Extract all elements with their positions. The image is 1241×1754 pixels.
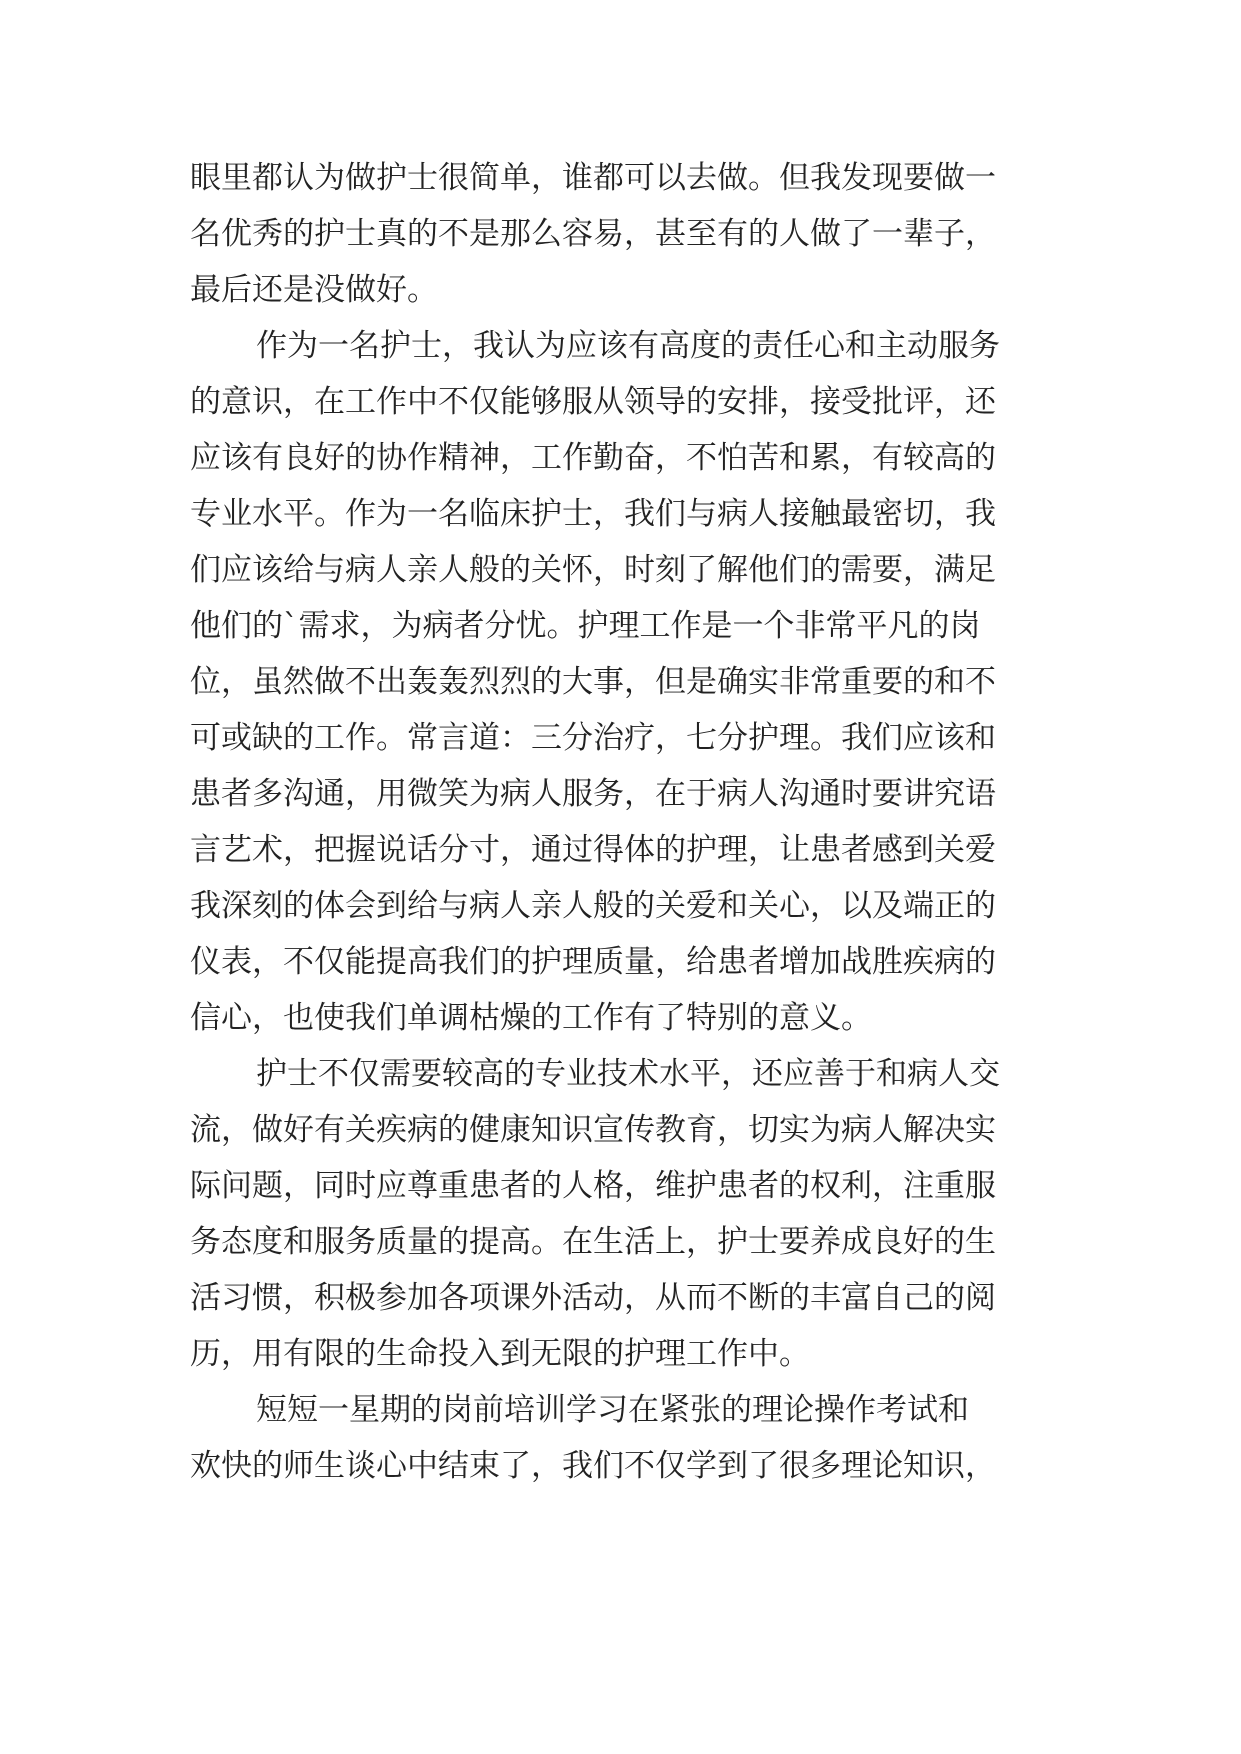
text-line: 历，用有限的生命投入到无限的护理工作中。: [190, 1336, 810, 1372]
text-line: 专业水平。作为一名临床护士，我们与病人接触最密切，我: [190, 496, 996, 532]
text-line: 患者多沟通，用微笑为病人服务，在于病人沟通时要讲究语: [190, 776, 996, 812]
text-line: 他们的`需求，为病者分忧。护理工作是一个非常平凡的岗: [190, 608, 981, 644]
text-line: 们应该给与病人亲人般的关怀，时刻了解他们的需要，满足: [190, 552, 996, 588]
document-body: [190, 150, 1060, 1494]
paragraph: [190, 1382, 1060, 1494]
text-line: 位，虽然做不出轰轰烈烈的大事，但是确实非常重要的和不: [190, 664, 996, 700]
paragraph: [190, 1046, 1060, 1382]
text-line: 仪表，不仅能提高我们的护理质量，给患者增加战胜疾病的: [190, 944, 996, 980]
text-line: 护士不仅需要较高的专业技术水平，还应善于和病人交: [256, 1056, 1000, 1092]
text-line: 眼里都认为做护士很简单，谁都可以去做。但我发现要做一: [190, 160, 996, 196]
text-line: 短短一星期的岗前培训学习在紧张的理论操作考试和: [256, 1392, 969, 1428]
text-line: 作为一名护士，我认为应该有高度的责任心和主动服务: [256, 328, 1000, 364]
paragraph: [190, 318, 1060, 1046]
text-line: 务态度和服务质量的提高。在生活上，护士要养成良好的生: [190, 1224, 996, 1260]
paragraph: [190, 150, 1060, 318]
text-line: 应该有良好的协作精神，工作勤奋，不怕苦和累，有较高的: [190, 440, 996, 476]
text-line: 流，做好有关疾病的健康知识宣传教育，切实为病人解决实: [190, 1112, 996, 1148]
text-line: 可或缺的工作。常言道：三分治疗，七分护理。我们应该和: [190, 720, 996, 756]
text-line: 信心，也使我们单调枯燥的工作有了特别的意义。: [190, 1000, 872, 1036]
text-line: 欢快的师生谈心中结束了，我们不仅学到了很多理论知识，: [190, 1448, 996, 1484]
text-line: 际问题，同时应尊重患者的人格，维护患者的权利，注重服: [190, 1168, 996, 1204]
text-line: 我深刻的体会到给与病人亲人般的关爱和关心，以及端正的: [190, 888, 996, 924]
text-line: 名优秀的护士真的不是那么容易，甚至有的人做了一辈子，: [190, 216, 996, 252]
text-line: 最后还是没做好。: [190, 272, 438, 308]
text-line: 言艺术，把握说话分寸，通过得体的护理，让患者感到关爱: [190, 832, 996, 868]
text-line: 活习惯，积极参加各项课外活动，从而不断的丰富自己的阅: [190, 1280, 996, 1316]
text-line: 的意识，在工作中不仅能够服从领导的安排，接受批评，还: [190, 384, 996, 420]
